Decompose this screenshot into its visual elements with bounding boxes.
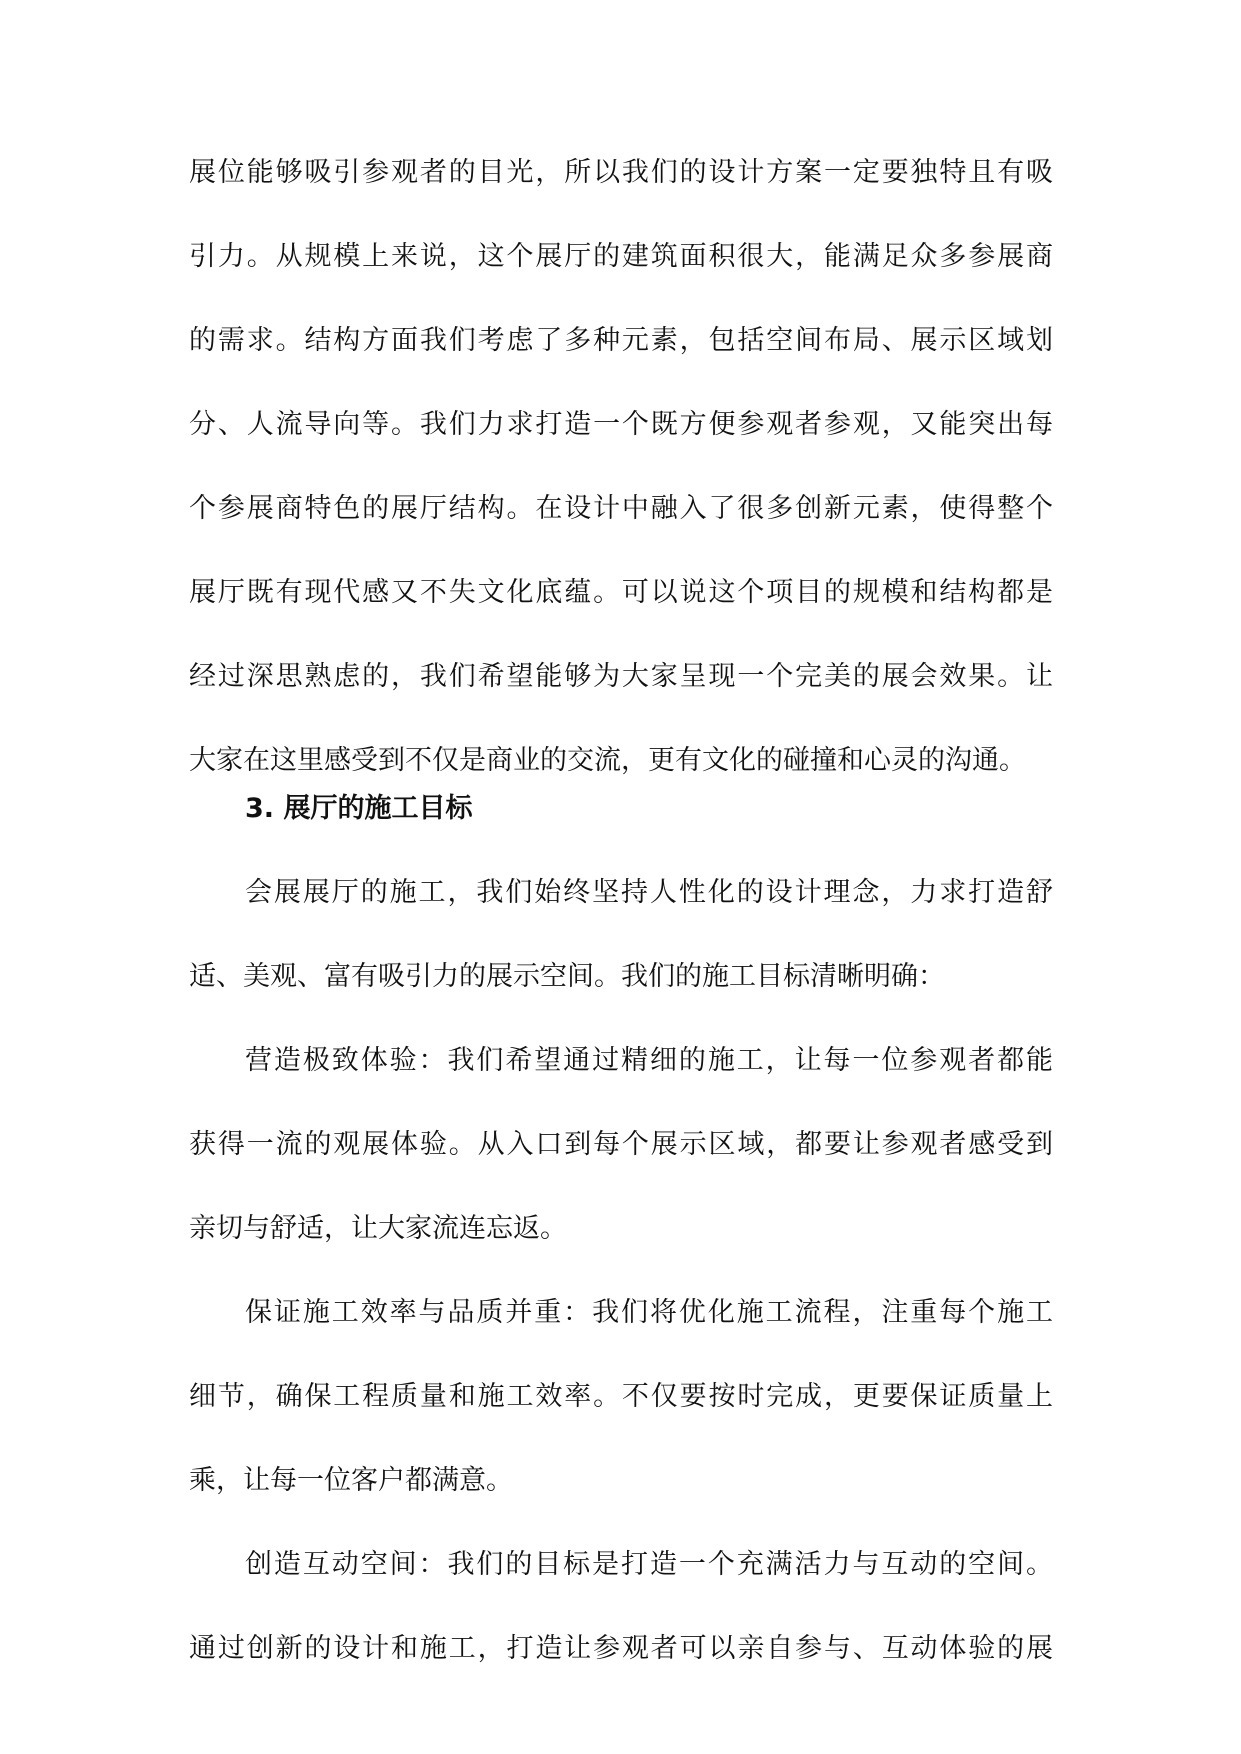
paragraph-first-line: 营造极致体验：我们希望通过精细的施工，让每一位参观者都能: [245, 1045, 1053, 1076]
paragraph-first-line: 保证施工效率与品质并重：我们将优化施工流程，注重每个施工: [245, 1297, 1053, 1328]
text-line: 经过深思熟虑的，我们希望能够为大家呈现一个完美的展会效果。让: [189, 661, 1053, 692]
paragraph-first-line: 创造互动空间：我们的目标是打造一个充满活力与互动的空间。: [245, 1549, 1053, 1580]
text-line: 展厅既有现代感又不失文化底蕴。可以说这个项目的规模和结构都是: [189, 577, 1053, 608]
paragraph-first-line: 会展展厅的施工，我们始终坚持人性化的设计理念，力求打造舒: [245, 877, 1053, 908]
text-line: 获得一流的观展体验。从入口到每个展示区域，都要让参观者感受到: [189, 1129, 1053, 1160]
text-line: 适、美观、富有吸引力的展示空间。我们的施工目标清晰明确：: [189, 961, 945, 992]
text-line: 个参展商特色的展厅结构。在设计中融入了很多创新元素，使得整个: [189, 493, 1053, 524]
section-heading: 3. 展厅的施工目标: [245, 793, 473, 824]
text-line: 展位能够吸引参观者的目光，所以我们的设计方案一定要独特且有吸: [189, 157, 1053, 188]
intro-paragraph: [189, 131, 1053, 803]
goals-section: [189, 851, 1053, 1691]
text-line: 细节，确保工程质量和施工效率。不仅要按时完成，更要保证质量上: [189, 1381, 1053, 1412]
text-line: 大家在这里感受到不仅是商业的交流，更有文化的碰撞和心灵的沟通。: [189, 745, 1026, 776]
text-line: 分、人流导向等。我们力求打造一个既方便参观者参观，又能突出每: [189, 409, 1053, 440]
text-line: 亲切与舒适，让大家流连忘返。: [189, 1213, 567, 1244]
text-line: 通过创新的设计和施工，打造让参观者可以亲自参与、互动体验的展: [189, 1633, 1053, 1664]
text-line: 乘，让每一位客户都满意。: [189, 1465, 513, 1496]
text-line: 的需求。结构方面我们考虑了多种元素，包括空间布局、展示区域划: [189, 325, 1053, 356]
text-line: 引力。从规模上来说，这个展厅的建筑面积很大，能满足众多参展商: [189, 241, 1053, 272]
